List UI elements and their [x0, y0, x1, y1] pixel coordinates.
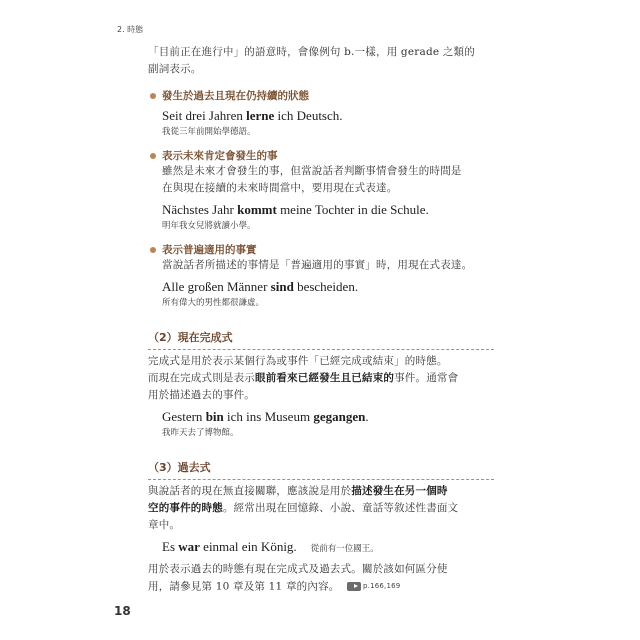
description-line: 雖然是未來才會發生的事，但當說話者判斷事情會發生的時間是	[162, 165, 462, 177]
example-verb: kommt	[237, 202, 277, 217]
example-text: einmal ein König.	[199, 539, 297, 554]
description-line: 在與現在接續的未來時間當中，要用現在式表達。	[162, 182, 398, 194]
bullet-title: 表示未來肯定會發生的事	[162, 150, 278, 162]
highlighted-text: 描述發生在另一個時	[351, 485, 448, 497]
example-text: ich ins Museum	[223, 409, 314, 424]
example-text: bescheiden.	[293, 279, 359, 294]
highlighted-text: 眼前看來已經發生且已結束的	[255, 372, 395, 384]
example-text: Nächstes Jahr	[162, 202, 238, 217]
german-example	[162, 108, 494, 124]
paragraph-line: 而現在完成式則是表示	[148, 372, 255, 384]
example-verb: bin	[205, 409, 224, 424]
section-paragraph	[148, 353, 494, 404]
paragraph-line: 與說話者的現在無直接關聯，應該說是用於	[148, 485, 352, 497]
intro-line-1: 「目前正在進行中」的語意時，會像例句 b.一樣，用 gerade 之類的	[148, 46, 475, 58]
intro-paragraph	[148, 44, 494, 78]
bullet-dot-icon	[150, 247, 156, 253]
section-heading-past: （3）過去式	[148, 461, 211, 474]
description-line: 當說話者所描述的事情是「普遍適用的事實」時，用現在式表達。	[162, 259, 473, 271]
example-text: Seit drei Jahren	[162, 108, 247, 123]
bullet-title: 表示普遍適用的事實	[162, 244, 257, 256]
section-divider	[148, 479, 494, 480]
german-example	[162, 279, 494, 295]
page-content	[148, 44, 494, 596]
section-paragraph	[148, 483, 494, 534]
example-text: ich Deutsch.	[274, 108, 343, 123]
note-paragraph	[148, 561, 494, 596]
bullet-description	[162, 163, 494, 197]
example-verb: sind	[270, 279, 294, 294]
bullet-description	[162, 257, 494, 274]
paragraph-line: 事件。通常會	[394, 372, 459, 384]
example-text: meine Tochter in die Schule.	[276, 202, 429, 217]
paragraph-line: 。經常出現在回憶錄、小說、童話等敘述性書面文	[222, 502, 459, 514]
bullet-dot-icon	[150, 153, 156, 159]
section-divider	[148, 349, 494, 350]
page-reference[interactable]	[347, 578, 400, 595]
example-text: Alle großen Männer	[162, 279, 271, 294]
paragraph-line: 用，請參見第 10 章及第 11 章的內容。	[148, 580, 340, 593]
example-text: Gestern	[162, 409, 206, 424]
german-example	[162, 409, 494, 425]
example-translation: 從前有一位國王。	[310, 544, 379, 554]
bullet-dot-icon	[150, 93, 156, 99]
paragraph-line: 完成式是用於表示某個行為或事件「已經完成或結束」的時態。	[148, 355, 448, 367]
paragraph-line: 用於表示過去的時態有現在完成式及過去式。關於該如何區分使	[148, 563, 448, 575]
page-number: 18	[114, 604, 131, 618]
intro-line-2: 副詞表示。	[148, 63, 202, 75]
highlighted-text: 空的事件的時態	[148, 502, 223, 514]
example-verb: war	[178, 539, 200, 554]
bullet-heading-future	[148, 148, 494, 163]
bullet-heading-ongoing	[148, 88, 494, 103]
paragraph-line: 章中。	[148, 519, 181, 531]
example-verb: gegangen	[313, 409, 366, 424]
example-translation: 我從三年前開始學德語。	[162, 127, 256, 137]
german-example	[162, 539, 297, 555]
section-heading-perfect: （2）現在完成式	[148, 331, 233, 344]
bullet-title: 發生於過去且現在仍持續的狀態	[162, 90, 309, 102]
example-row	[162, 539, 494, 555]
example-translation: 所有偉大的男性都很謙虛。	[162, 298, 265, 308]
example-verb: lerne	[246, 108, 275, 123]
example-text: Es	[162, 539, 179, 554]
bullet-heading-universal	[148, 242, 494, 257]
paragraph-line: 用於描述過去的事件。	[148, 389, 255, 401]
arrow-reference-icon	[347, 582, 361, 591]
chapter-header: 2. 時態	[117, 25, 144, 34]
example-translation: 明年我女兒將就讀小學。	[162, 221, 256, 231]
example-text: .	[365, 409, 369, 424]
german-example	[162, 202, 494, 218]
example-translation: 我昨天去了博物館。	[162, 428, 239, 438]
page-reference-text: p.166,169	[363, 582, 401, 590]
